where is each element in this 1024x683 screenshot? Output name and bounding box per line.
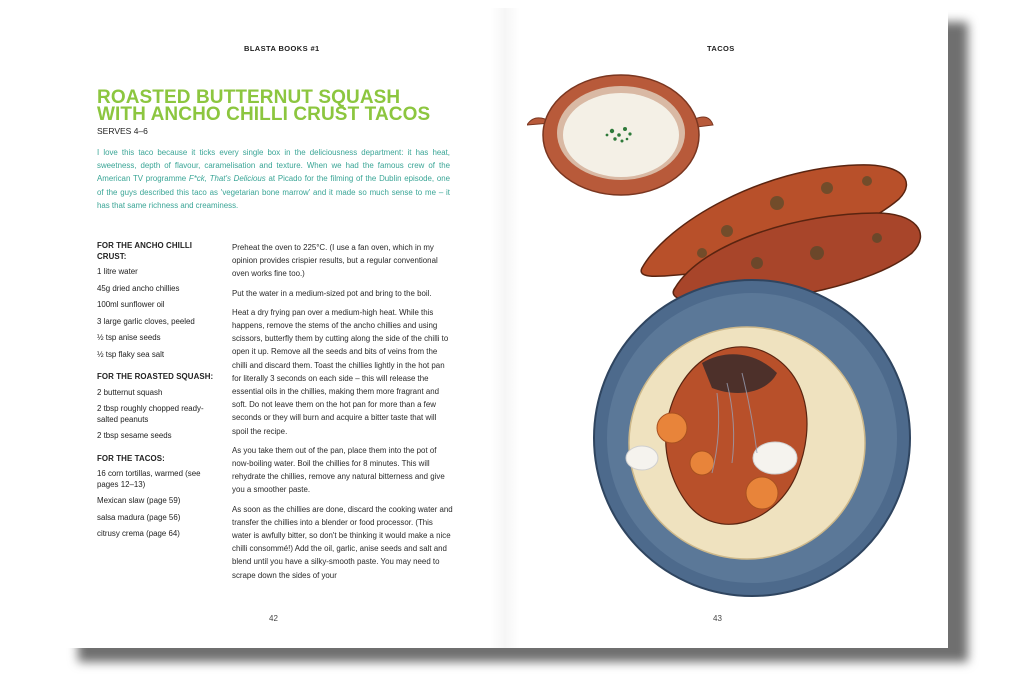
ingredient-item: 45g dried ancho chillies bbox=[97, 283, 180, 293]
ingredient-group-heading: FOR THE ROASTED SQUASH: bbox=[97, 372, 214, 381]
recipe-title-line-2: WITH ANCHO CHILLI CRUST TACOS bbox=[97, 104, 431, 125]
method-step: Put the water in a medium-sized pot and bring to the boil. bbox=[232, 288, 432, 298]
intro-paragraph bbox=[97, 146, 450, 212]
taco-plate bbox=[594, 280, 910, 596]
ingredient-item: 2 butternut squash bbox=[97, 387, 163, 397]
book-gutter bbox=[490, 8, 520, 648]
ingredient-item: 100ml sunflower oil bbox=[97, 300, 165, 309]
ingredient-group-heading: FOR THE TACOS: bbox=[97, 453, 165, 463]
ingredient-item: Mexican slaw (page 59) bbox=[97, 496, 181, 505]
ingredient-item: 2 tbsp roughly chopped ready-salted peanuts bbox=[97, 404, 204, 424]
right-page-number: 43 bbox=[713, 614, 722, 623]
recipe-title-line-1: ROASTED BUTTERNUT SQUASH bbox=[97, 87, 401, 108]
method-step: Preheat the oven to 225°C. (I use a fan oven, which in my opinion provides crispier results, but a regular conventional oven works fine too.) bbox=[232, 243, 438, 279]
book-spread bbox=[62, 8, 948, 648]
ingredient-group bbox=[97, 241, 222, 360]
method-step: As soon as the chillies are done, discard the cooking water and transfer the chillies into a blender or food processor. (This water is awfully bitter, so don't be thinking it would make a nice chilli consommé!) Add the oil, garlic, anise seeds and salt and blend until you have a silky-smooth paste. You may need to scrape down the sides of your bbox=[232, 504, 453, 580]
ingredient-group bbox=[97, 372, 222, 442]
ingredients-list bbox=[97, 241, 222, 552]
serves-label: SERVES 4–6 bbox=[97, 126, 148, 136]
ingredient-group-heading: FOR THE ANCHO CHILLI CRUST: bbox=[97, 241, 193, 261]
left-running-head: BLASTA BOOKS #1 bbox=[244, 44, 320, 53]
method-step: Heat a dry frying pan over a medium-high heat. While this happens, remove the stems of the ancho chillies and using scissors, butterfly them by cutting along the side of the chilli to open it up. Remove all the seeds and bits of veins from the chilli and discard them. Toast the chillies lightly in the hot pan for literally 3 seconds on each side – this will release the essential oils in the chillies, making them more fragrant and soft. Do not leave them on the hot pan for more than a few seconds or they will burn and acquire a bitter taste that will spoil the recipe. bbox=[232, 307, 449, 436]
recipe-title bbox=[97, 89, 457, 123]
ingredient-item: 3 large garlic cloves, peeled bbox=[97, 316, 195, 326]
method-step: As you take them out of the pan, place them into the pot of now-boiling water. Boil the chillies for 8 minutes. This will rehydrate the chillies, remove any natural bitterness and give you a smoother paste. bbox=[232, 445, 445, 495]
ingredient-item: ½ tsp flaky sea salt bbox=[97, 349, 165, 359]
ingredient-item: salsa madura (page 56) bbox=[97, 512, 181, 522]
ingredient-item: ½ tsp anise seeds bbox=[97, 333, 161, 342]
method-column bbox=[232, 241, 454, 588]
intro-show-title: F*ck, That's Delicious bbox=[188, 174, 266, 184]
ingredient-item: 2 tbsp sesame seeds bbox=[97, 431, 172, 440]
ingredient-item: 16 corn tortillas, warmed (see pages 12–13) bbox=[97, 469, 201, 489]
crema-bowl bbox=[527, 75, 713, 195]
ingredient-item: 1 litre water bbox=[97, 267, 138, 276]
intro-text-1: I love this taco because it ticks every single box in the deliciousness department: it has heat, sweetness, depth of flavour, caramelisation and texture. When we had the famous crew of the American TV programme bbox=[97, 148, 450, 184]
right-running-head: TACOS bbox=[707, 44, 735, 53]
taco-illustration bbox=[527, 63, 947, 623]
left-page-number: 42 bbox=[269, 614, 278, 623]
ingredient-item: citrusy crema (page 64) bbox=[97, 529, 180, 538]
ingredient-group bbox=[97, 454, 222, 540]
intro-text-2: at Picado for the filming of the Dublin episode, one of the guys described this taco as 'vegetarian bone marrow' and it made so much sense to me – it has that same richness and creaminess. bbox=[97, 174, 450, 210]
